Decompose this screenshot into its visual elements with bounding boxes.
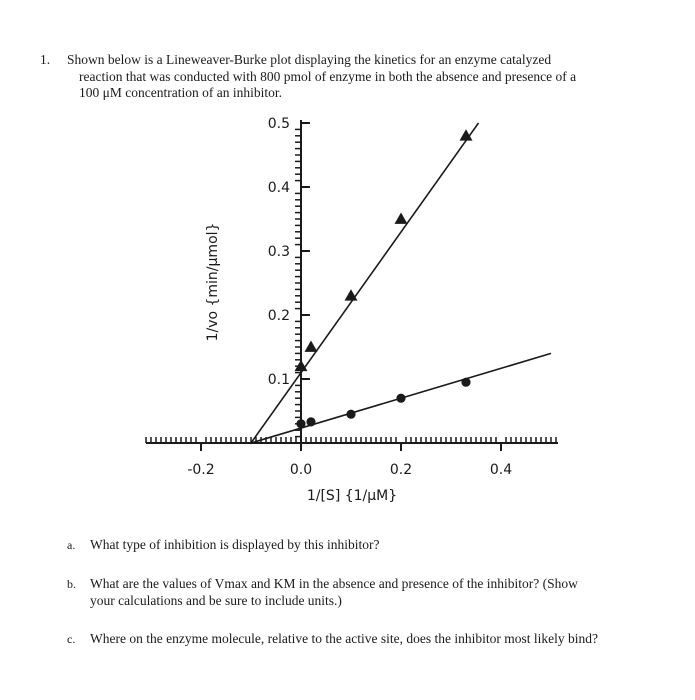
question-line: reaction that was conducted with 800 pmol of enzyme in both the absence and presence of a	[79, 68, 577, 84]
y-axis-label: 1/vo {min/μmol}	[205, 222, 221, 342]
y-tick-label: 0.3	[267, 244, 290, 260]
subquestion-letter: c.	[67, 632, 76, 646]
fit-line	[251, 123, 479, 443]
x-tick-label: 0.4	[489, 462, 513, 478]
x-tick-label: -0.2	[187, 462, 215, 478]
subquestion-a	[67, 537, 379, 554]
y-tick-label: 0.4	[267, 180, 290, 196]
question-line: 100 μM concentration of an inhibitor.	[79, 85, 282, 100]
circle-point	[296, 419, 305, 428]
y-tick-label: 0.2	[267, 308, 290, 324]
triangle-point	[305, 341, 318, 352]
subquestion-text: your calculations and be sure to include units.)	[90, 592, 342, 608]
y-major-ticks	[268, 116, 310, 388]
subquestion-c	[67, 631, 598, 648]
data-points	[295, 129, 473, 428]
subquestion-b	[67, 576, 578, 609]
subquestion-text: Where on the enzyme molecule, relative to the active site, does the inhibitor most likely bind?	[90, 631, 598, 646]
circle-point	[306, 417, 315, 426]
x-major-ticks	[187, 443, 512, 478]
x-axis-label: 1/[S] {1/μM}	[306, 488, 398, 504]
x-tick-label: 0.2	[389, 462, 413, 478]
subquestion-text: What type of inhibition is displayed by this inhibitor?	[90, 537, 380, 552]
question-number: 1.	[40, 52, 51, 67]
triangle-point	[395, 213, 408, 224]
y-tick-label: 0.1	[267, 372, 290, 388]
circle-point	[346, 410, 355, 419]
subquestion-letter: b.	[67, 577, 76, 591]
circle-point	[396, 394, 405, 403]
question-line: Shown below is a Lineweaver-Burke plot displaying the kinetics for an enzyme catalyzed	[67, 52, 552, 67]
circle-point	[461, 378, 470, 387]
subquestion-letter: a.	[67, 538, 76, 552]
y-tick-label: 0.5	[267, 116, 290, 132]
subquestion-text: What are the values of Vmax and KM in the absence and presence of the inhibitor? (Show	[90, 576, 578, 591]
x-tick-label: 0.0	[289, 462, 313, 478]
